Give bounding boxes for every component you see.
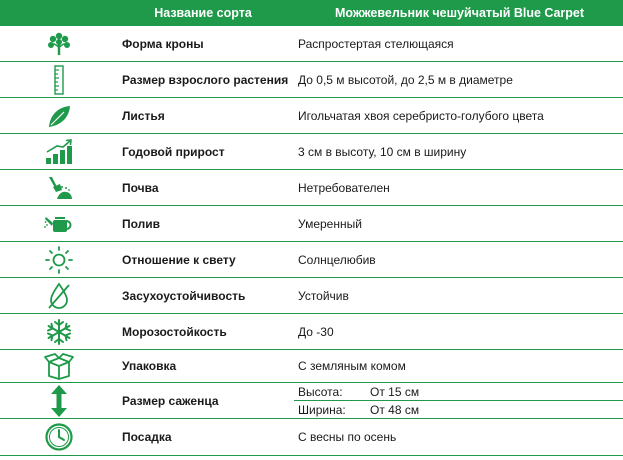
row-name: Отношение к свету <box>122 252 236 267</box>
row-name: Морозостойкость <box>122 324 227 339</box>
row-value: Солнцелюбив <box>298 252 376 267</box>
row-name: Полив <box>122 216 161 231</box>
shovel-soil-icon <box>0 170 118 205</box>
clock-icon <box>0 419 118 455</box>
box-icon <box>0 350 118 382</box>
growth-chart-icon <box>0 134 118 169</box>
row-value: Распростертая стелющаяся <box>298 36 454 51</box>
row-name: Засухоустойчивость <box>122 288 246 303</box>
tree-icon <box>0 26 118 61</box>
leaf-icon <box>0 98 118 133</box>
sub-label: Ширина: <box>298 402 346 417</box>
row-value: С весны по осень <box>298 430 397 444</box>
row-name: Листья <box>122 108 165 123</box>
row-value: До 0,5 м высотой, до 2,5 м в диаметре <box>298 72 513 87</box>
table-row <box>0 62 623 98</box>
seedling-height <box>298 383 623 400</box>
table-row <box>0 242 623 278</box>
row-name: Форма кроны <box>122 36 204 51</box>
header-plant-name: Можжевельник чешуйчатый Blue Carpet <box>334 6 585 20</box>
vertical-arrows-icon <box>0 383 118 418</box>
row-value: Умеренный <box>298 216 362 231</box>
table-row <box>0 419 623 456</box>
table-row <box>0 98 623 134</box>
row-value: Игольчатая хвоя серебристо-голубого цвета <box>298 108 544 123</box>
row-name: Годовой прирост <box>122 144 225 159</box>
watering-can-icon <box>0 206 118 241</box>
ruler-icon <box>0 62 118 97</box>
row-name: Упаковка <box>122 359 177 373</box>
sun-icon <box>0 242 118 277</box>
table-row <box>0 26 623 62</box>
sub-value: От 15 см <box>370 384 420 399</box>
table-row <box>0 383 623 419</box>
table-row <box>0 350 623 383</box>
seedling-width <box>298 401 623 418</box>
row-name: Размер саженца <box>122 393 219 408</box>
table-row <box>0 134 623 170</box>
sub-value: От 48 см <box>370 402 420 417</box>
table-row <box>0 170 623 206</box>
row-name: Размер взрослого растения <box>122 72 289 87</box>
row-value: 3 см в высоту, 10 см в ширину <box>298 144 467 159</box>
snowflake-icon <box>0 314 118 349</box>
row-name: Посадка <box>122 430 172 444</box>
table-row <box>0 206 623 242</box>
table-header <box>0 0 623 26</box>
header-variety-name: Название сорта <box>154 6 252 20</box>
row-value: Устойчив <box>298 288 349 303</box>
row-value: До -30 <box>298 324 334 339</box>
row-value: С земляным комом <box>298 359 406 373</box>
no-drop-icon <box>0 278 118 313</box>
table-row <box>0 314 623 350</box>
table-row <box>0 278 623 314</box>
row-name: Почва <box>122 180 159 195</box>
row-value: Нетребователен <box>298 180 390 195</box>
sub-label: Высота: <box>298 384 343 399</box>
